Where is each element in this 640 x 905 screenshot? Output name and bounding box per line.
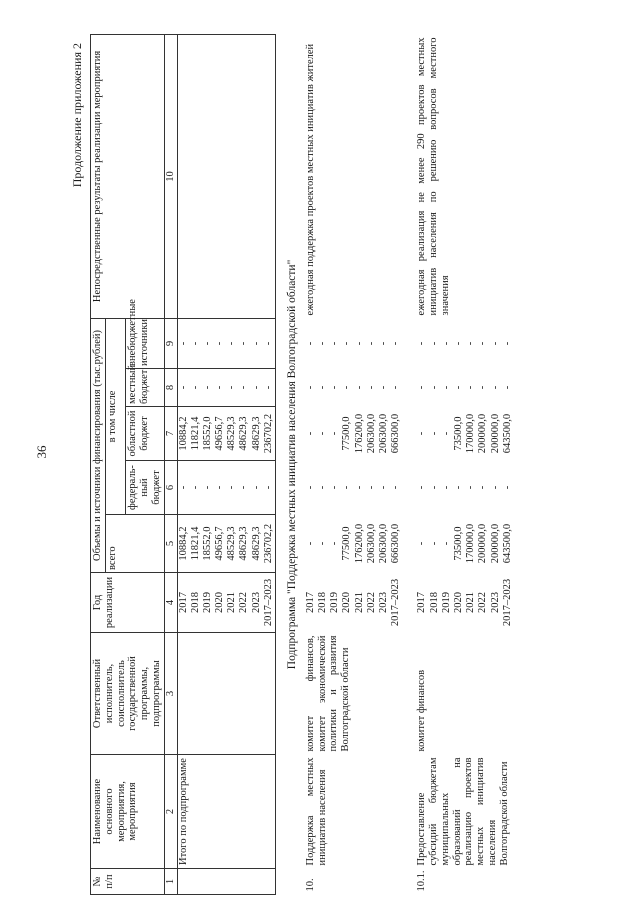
column-number: 8 bbox=[164, 369, 177, 407]
dash-cell: - bbox=[304, 341, 316, 346]
dash-cell: - bbox=[341, 485, 353, 490]
dash-cell: - bbox=[250, 385, 262, 390]
year-cell: 2017 bbox=[177, 592, 189, 613]
column-number: 2 bbox=[164, 755, 177, 869]
regional-cell: - bbox=[416, 431, 428, 436]
dash-cell: - bbox=[262, 485, 274, 490]
regional-cell: 206300,0 bbox=[378, 413, 389, 454]
header-funding: Объемы и источники финансирования (тыс.рублей) bbox=[91, 318, 106, 572]
dash-cell: - bbox=[365, 485, 377, 490]
header-regional: областной бюджет bbox=[126, 407, 164, 461]
total-cell: 48529,3 bbox=[226, 526, 238, 561]
year-cell: 2018 bbox=[189, 592, 201, 613]
row-name: Поддержка местных инициатив населения bbox=[304, 757, 328, 866]
header-results: Непосредственные результаты реализации мероприятия bbox=[91, 34, 165, 318]
total-cell: - bbox=[317, 541, 329, 546]
total-cell: 643500,0 bbox=[501, 523, 513, 564]
year-cell: 2019 bbox=[201, 592, 213, 613]
year-cell: 2022 bbox=[365, 592, 377, 613]
dash-cell: - bbox=[477, 385, 489, 390]
dash-cell: - bbox=[501, 385, 513, 390]
header-executor: Ответственный исполнитель, соисполнитель государственной программы, подпрограммы bbox=[91, 633, 165, 755]
dash-cell: - bbox=[416, 485, 428, 490]
dash-cell: - bbox=[378, 385, 389, 390]
total-cell: - bbox=[416, 541, 428, 546]
dash-cell: - bbox=[177, 341, 189, 346]
regional-cell: - bbox=[428, 431, 440, 436]
regional-cell: - bbox=[304, 431, 316, 436]
dash-cell: - bbox=[262, 385, 274, 390]
header-local: местный бюджет bbox=[126, 369, 164, 407]
column-number: 3 bbox=[164, 633, 177, 755]
total-cell: - bbox=[304, 541, 316, 546]
regional-cell: 236702,2 bbox=[262, 413, 274, 454]
funding-table bbox=[90, 34, 514, 895]
dash-cell: - bbox=[390, 485, 402, 490]
header-extra: внебюджетные источники bbox=[126, 318, 164, 368]
dash-cell: - bbox=[378, 341, 389, 346]
header-year: Год реализации bbox=[91, 573, 165, 633]
header-in-that: в том числе bbox=[105, 318, 126, 514]
year-cell: 2019 bbox=[440, 592, 452, 613]
regional-cell: 666300,0 bbox=[390, 413, 402, 454]
header-total: всего bbox=[105, 515, 164, 573]
dash-cell: - bbox=[214, 341, 226, 346]
dash-cell: - bbox=[238, 341, 250, 346]
dash-cell: - bbox=[304, 485, 316, 490]
rotated-document bbox=[70, 35, 640, 895]
dash-cell: - bbox=[189, 341, 201, 346]
continuation-label: Продолжение приложения 2 bbox=[70, 43, 84, 188]
column-number: 10 bbox=[164, 34, 177, 318]
regional-cell: 48529,3 bbox=[226, 416, 238, 451]
dash-cell: - bbox=[201, 485, 213, 490]
total-cell: 236702,2 bbox=[262, 523, 274, 564]
regional-cell: 48629,3 bbox=[250, 416, 262, 451]
dash-cell: - bbox=[452, 485, 464, 490]
regional-cell: 11821,4 bbox=[189, 416, 201, 451]
dash-cell: - bbox=[477, 485, 489, 490]
total-cell: 206300,0 bbox=[365, 523, 377, 564]
regional-cell: 49656,7 bbox=[214, 416, 226, 451]
dash-cell: - bbox=[465, 341, 477, 346]
row-executor: комитет финансов bbox=[416, 669, 428, 752]
dash-cell: - bbox=[262, 341, 274, 346]
regional-cell: 200000,0 bbox=[489, 413, 501, 454]
dash-cell: - bbox=[214, 485, 226, 490]
dash-cell: - bbox=[201, 385, 213, 390]
dash-cell: - bbox=[250, 341, 262, 346]
row-result: ежегодная поддержка проектов местных инициатив жителей bbox=[304, 43, 316, 316]
total-cell: 206300,0 bbox=[378, 523, 389, 564]
dash-cell: - bbox=[226, 485, 238, 490]
dash-cell: - bbox=[250, 485, 262, 490]
dash-cell: - bbox=[489, 485, 501, 490]
header-name: Наименование основного мероприятия, мероприятия bbox=[91, 755, 165, 869]
dash-cell: - bbox=[317, 385, 329, 390]
dash-cell: - bbox=[317, 341, 329, 346]
regional-cell: 77500,0 bbox=[341, 416, 353, 451]
dash-cell: - bbox=[214, 385, 226, 390]
total-cell: 48629,3 bbox=[250, 526, 262, 561]
dash-cell: - bbox=[329, 385, 341, 390]
row-executor: комитет финансов, комитет экономической политики и развития Волгоградской области bbox=[304, 635, 352, 752]
dash-cell: - bbox=[329, 341, 341, 346]
dash-cell: - bbox=[317, 485, 329, 490]
total-cell: - bbox=[329, 541, 341, 546]
dash-cell: - bbox=[477, 341, 489, 346]
year-cell: 2023 bbox=[378, 592, 389, 613]
dash-cell: - bbox=[416, 341, 428, 346]
total-cell: 200000,0 bbox=[477, 523, 489, 564]
regional-cell: - bbox=[317, 431, 329, 436]
dash-cell: - bbox=[365, 341, 377, 346]
dash-cell: - bbox=[177, 385, 189, 390]
total-cell: 48629,3 bbox=[238, 526, 250, 561]
header-no: № п/п bbox=[91, 869, 165, 895]
dash-cell: - bbox=[390, 385, 402, 390]
dash-cell: - bbox=[189, 385, 201, 390]
regional-cell: 48629,3 bbox=[238, 416, 250, 451]
year-cell: 2020 bbox=[452, 592, 464, 613]
regional-cell: 73500,0 bbox=[452, 416, 464, 451]
dash-cell: - bbox=[341, 385, 353, 390]
year-cell: 2022 bbox=[477, 592, 489, 613]
dash-cell: - bbox=[341, 341, 353, 346]
row-number: 10. bbox=[304, 878, 316, 892]
page-number-text: 36 bbox=[34, 445, 49, 459]
dash-cell: - bbox=[238, 385, 250, 390]
regional-cell: 200000,0 bbox=[477, 413, 489, 454]
row-number: 10.1. bbox=[416, 870, 428, 892]
itogo-name: Итого по подпрограмме bbox=[177, 755, 276, 869]
dash-cell: - bbox=[489, 385, 501, 390]
year-cell: 2018 bbox=[317, 592, 329, 613]
regional-cell: 176200,0 bbox=[353, 413, 365, 454]
dash-cell: - bbox=[489, 341, 501, 346]
regional-cell: 643500,0 bbox=[501, 413, 513, 454]
dash-cell: - bbox=[177, 485, 189, 490]
dash-cell: - bbox=[238, 485, 250, 490]
regional-cell: 18552,0 bbox=[201, 416, 213, 451]
header-federal: федераль-ный бюджет bbox=[126, 461, 164, 515]
dash-cell: - bbox=[329, 485, 341, 490]
regional-cell: 206300,0 bbox=[365, 413, 377, 454]
year-cell: 2022 bbox=[238, 592, 250, 613]
dash-cell: - bbox=[501, 485, 513, 490]
year-cell: 2023 bbox=[489, 592, 501, 613]
total-cell: 49656,7 bbox=[214, 526, 226, 561]
dash-cell: - bbox=[365, 385, 377, 390]
dash-cell: - bbox=[465, 485, 477, 490]
regional-cell: 10884,2 bbox=[177, 416, 189, 451]
dash-cell: - bbox=[378, 485, 389, 490]
total-cell: 666300,0 bbox=[390, 523, 402, 564]
dash-cell: - bbox=[353, 385, 365, 390]
subprogram-row bbox=[276, 34, 305, 894]
dash-cell: - bbox=[189, 485, 201, 490]
year-cell: 2018 bbox=[428, 592, 440, 613]
total-cell: - bbox=[440, 541, 452, 546]
year-cell: 2017–2023 bbox=[390, 578, 402, 627]
year-cell: 2020 bbox=[341, 592, 353, 613]
year-cell: 2021 bbox=[353, 592, 365, 613]
total-cell: 18552,0 bbox=[201, 526, 213, 561]
total-cell: 77500,0 bbox=[341, 526, 353, 561]
row-name: Предоставление субсидий бюджетам муниципальных образований на реализацию проектов местных инициатив населения Волгоградской области bbox=[416, 757, 510, 866]
total-cell: - bbox=[428, 541, 440, 546]
year-cell: 2021 bbox=[465, 592, 477, 613]
column-number: 1 bbox=[164, 869, 177, 895]
dash-cell: - bbox=[304, 385, 316, 390]
total-cell: 170000,0 bbox=[465, 523, 477, 564]
regional-cell: - bbox=[329, 431, 341, 436]
table-row bbox=[416, 34, 514, 894]
year-cell: 2017 bbox=[416, 592, 428, 613]
column-number: 9 bbox=[164, 318, 177, 368]
dash-cell: - bbox=[390, 341, 402, 346]
year-cell: 2017–2023 bbox=[501, 578, 513, 627]
dash-cell: - bbox=[428, 485, 440, 490]
dash-cell: - bbox=[353, 485, 365, 490]
year-cell: 2023 bbox=[250, 592, 262, 613]
year-cell: 2019 bbox=[329, 592, 341, 613]
dash-cell: - bbox=[428, 341, 440, 346]
column-number: 4 bbox=[164, 573, 177, 633]
total-cell: 176200,0 bbox=[353, 523, 365, 564]
dash-cell: - bbox=[452, 385, 464, 390]
dash-cell: - bbox=[465, 385, 477, 390]
dash-cell: - bbox=[353, 341, 365, 346]
year-cell: 2017 bbox=[304, 592, 316, 613]
column-number: 6 bbox=[164, 461, 177, 515]
dash-cell: - bbox=[452, 341, 464, 346]
dash-cell: - bbox=[416, 385, 428, 390]
regional-cell: 170000,0 bbox=[465, 413, 477, 454]
dash-cell: - bbox=[201, 341, 213, 346]
itogo-row bbox=[177, 34, 276, 894]
dash-cell: - bbox=[440, 341, 452, 346]
column-number: 5 bbox=[164, 515, 177, 573]
table-row bbox=[305, 34, 403, 894]
dash-cell: - bbox=[501, 341, 513, 346]
year-cell: 2017–2023 bbox=[262, 578, 274, 627]
column-number: 7 bbox=[164, 407, 177, 461]
dash-cell: - bbox=[226, 385, 238, 390]
total-cell: 10884,2 bbox=[177, 526, 189, 561]
row-result: ежегодная реализация не менее 290 проектов местных инициатив населения по решению вопросов местного значения bbox=[416, 37, 451, 316]
dash-cell: - bbox=[440, 485, 452, 490]
year-cell: 2021 bbox=[226, 592, 238, 613]
regional-cell: - bbox=[440, 431, 452, 436]
total-cell: 11821,4 bbox=[189, 526, 201, 561]
dash-cell: - bbox=[226, 341, 238, 346]
total-cell: 200000,0 bbox=[489, 523, 501, 564]
total-cell: 73500,0 bbox=[452, 526, 464, 561]
subprogram-title: Подпрограмма "Поддержка местных инициатив населения Волгоградской области" bbox=[286, 259, 298, 670]
dash-cell: - bbox=[440, 385, 452, 390]
dash-cell: - bbox=[428, 385, 440, 390]
year-cell: 2020 bbox=[214, 592, 226, 613]
